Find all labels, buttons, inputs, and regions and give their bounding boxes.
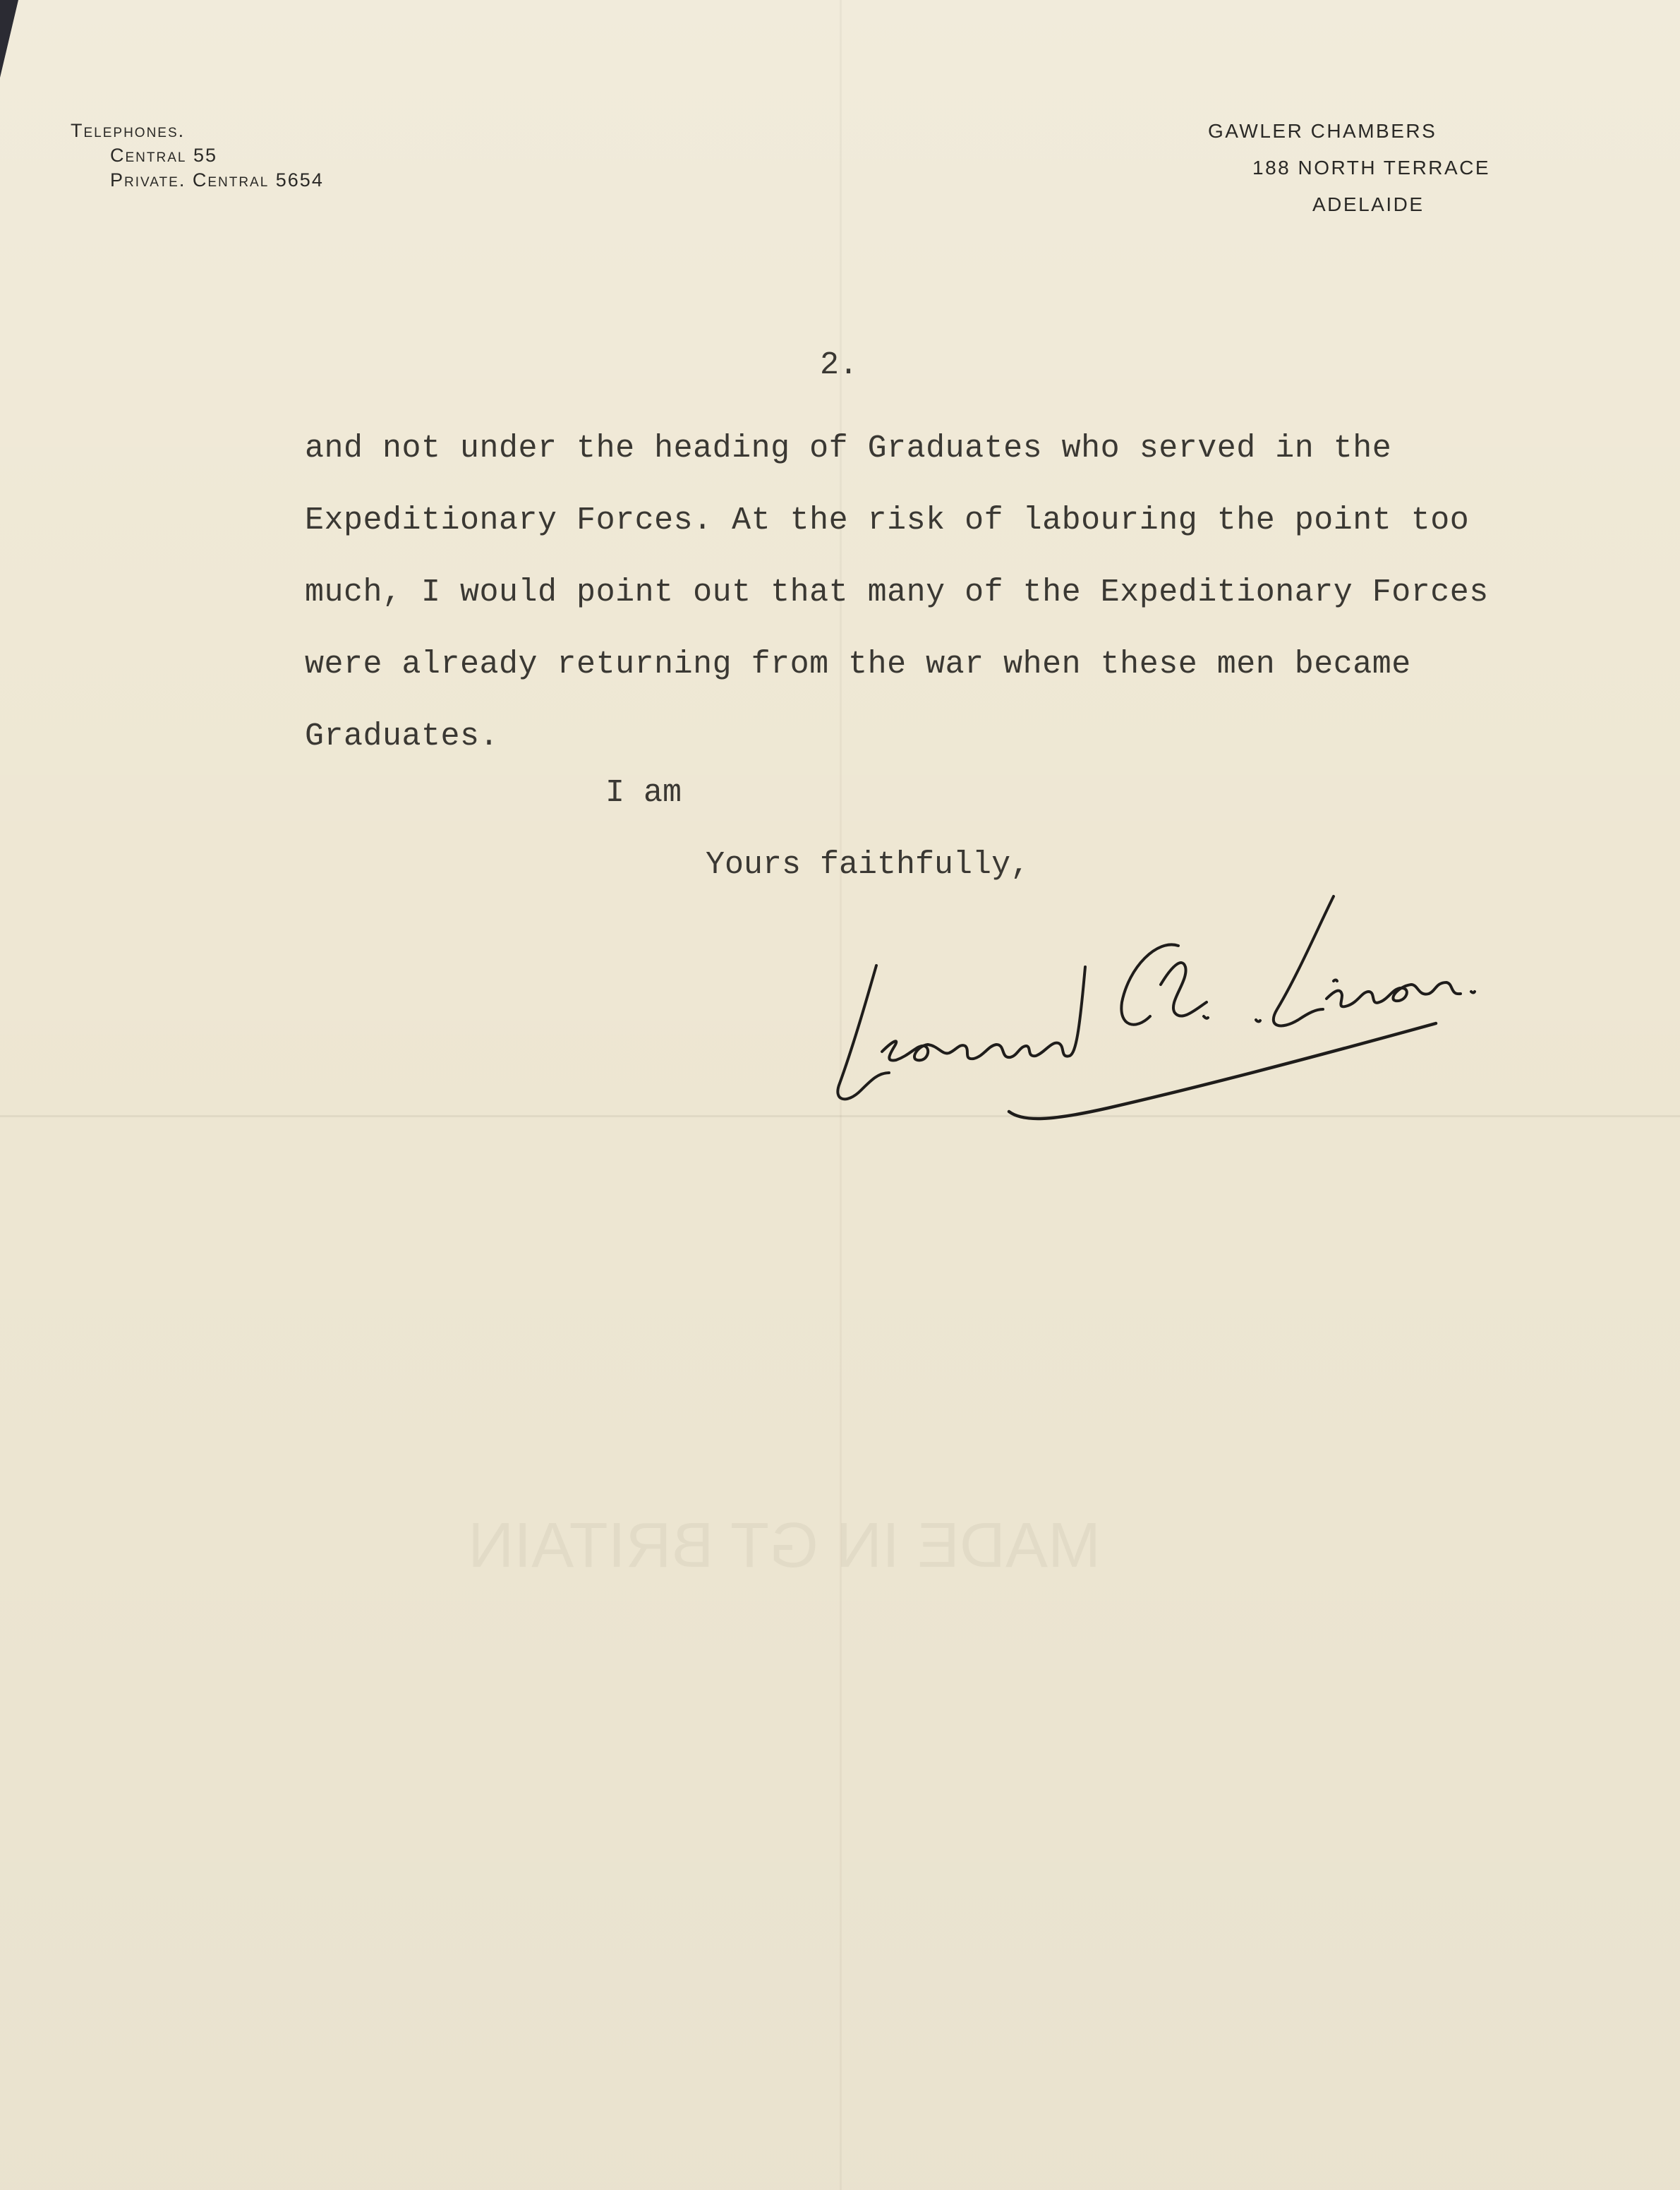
- body-line: Graduates.: [305, 718, 500, 754]
- letter-body: [305, 413, 1489, 773]
- letterhead-telephones: [71, 119, 324, 193]
- handwritten-signature: [811, 861, 1503, 1143]
- letterhead-address: [1199, 113, 1595, 223]
- telephone-private: Private. Central 5654: [110, 169, 324, 191]
- watermark-text: MADE IN GT BRITAIN: [468, 1510, 1101, 1581]
- body-line: and not under the heading of Graduates who served in the: [305, 431, 1392, 467]
- body-line: were already returning from the war when these men became: [305, 646, 1411, 682]
- valediction: Yours faithfully,: [706, 847, 1030, 883]
- scan-corner-shadow: [0, 0, 18, 78]
- closing-line: I am: [605, 775, 682, 811]
- body-line: Expeditionary Forces. At the risk of labouring the point too: [305, 503, 1470, 539]
- address-line-1: GAWLER CHAMBERS: [1208, 120, 1437, 142]
- address-line-2: 188 NORTH TERRACE: [1252, 157, 1491, 179]
- telephones-label: Telephones.: [71, 120, 186, 141]
- page-number: 2.: [820, 347, 859, 383]
- paper-watermark: [353, 1200, 1129, 1623]
- address-line-3: ADELAIDE: [1312, 193, 1425, 215]
- body-line: much, I would point out that many of the Expeditionary Forces: [305, 574, 1489, 610]
- telephone-central: Central 55: [110, 145, 217, 166]
